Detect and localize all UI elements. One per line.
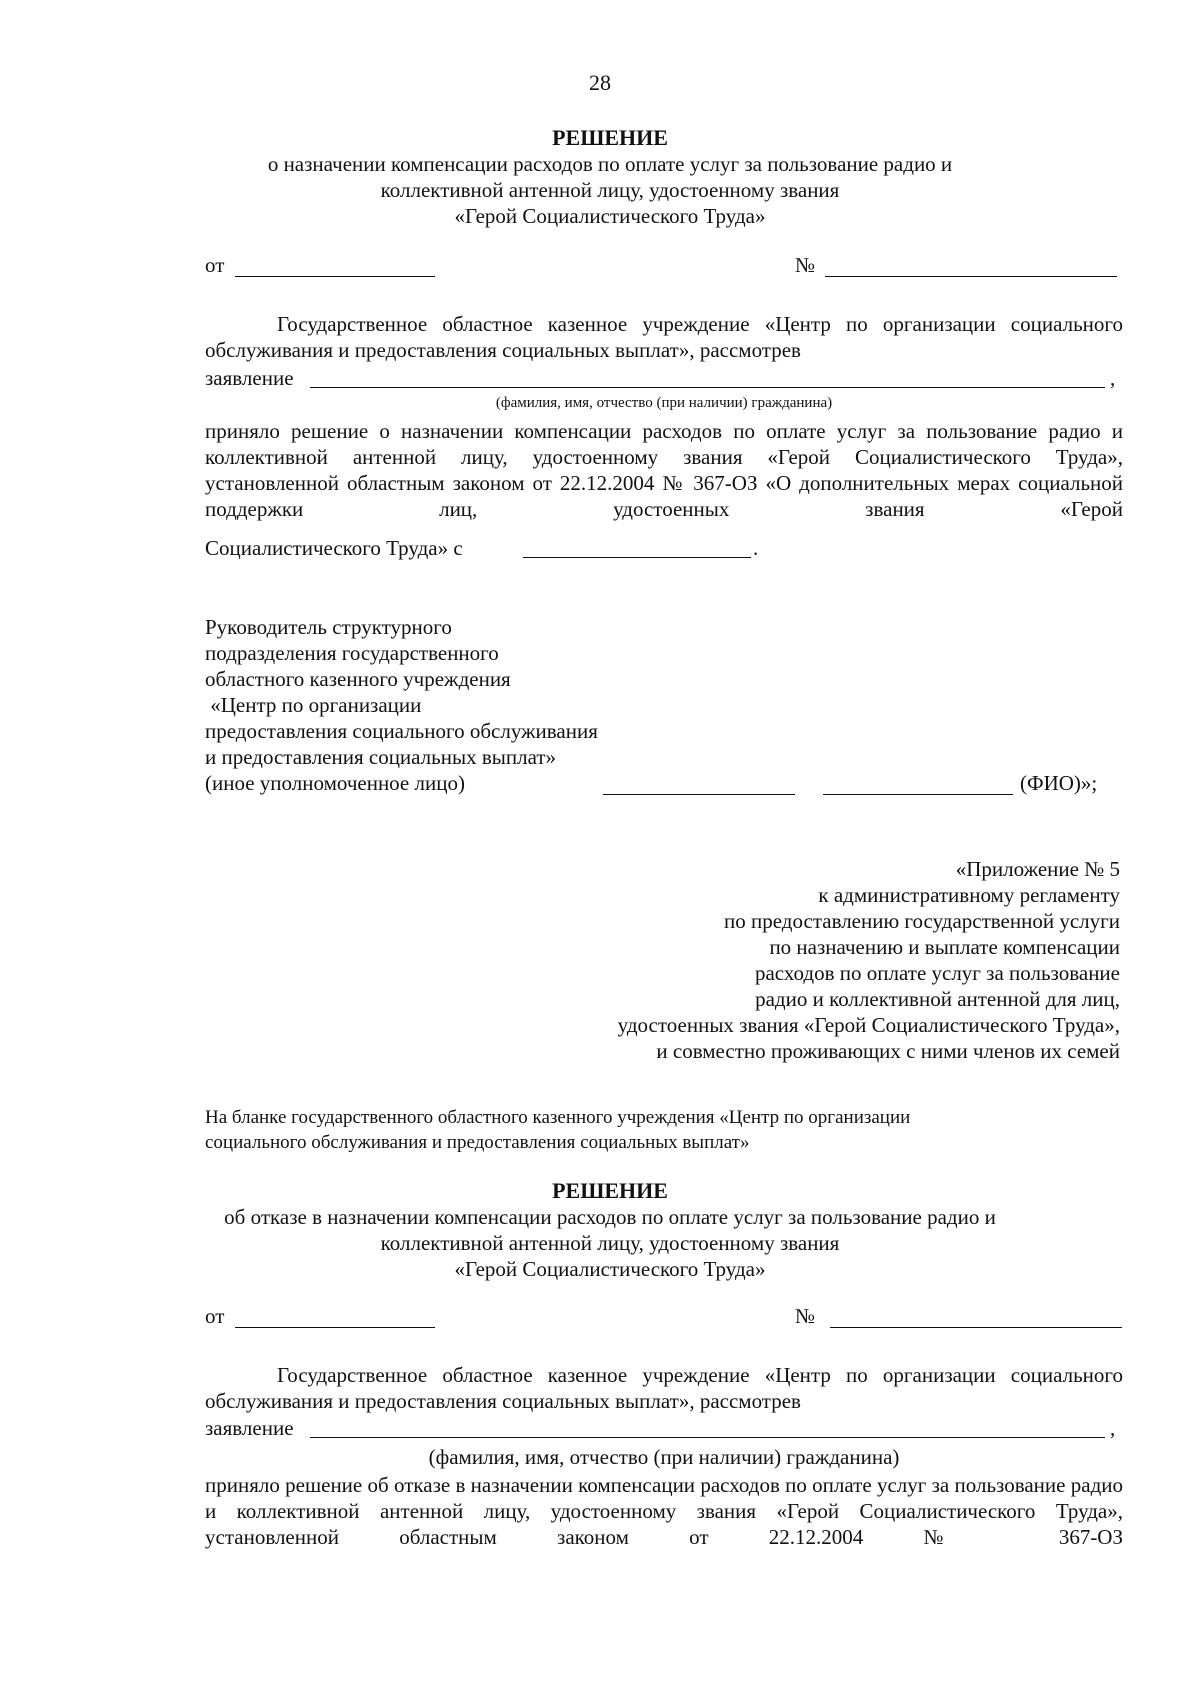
decision1-from-label: от	[205, 253, 225, 277]
appendix-line-2: к административному регламенту	[818, 883, 1120, 907]
decision2-statement-blank	[310, 1417, 1105, 1438]
signature-line-7: (иное уполномоченное лицо)	[205, 771, 465, 795]
decision1-statement-label: заявление	[205, 366, 294, 390]
decision1-title: РЕШЕНИЕ	[552, 125, 668, 150]
letterhead-line-1: На бланке государственного областного казенного учреждения «Центр по организации	[205, 1107, 911, 1128]
decision1-subtitle-line-3: «Герой Социалистического Труда»	[454, 204, 766, 228]
decision2-intro: Государственное областное казенное учреждение «Центр по организации социального обслуживания и предоставления социальных выплат», рассмотрев	[205, 1363, 1123, 1413]
signature-fio: (ФИО)»;	[1020, 771, 1098, 795]
decision2-name-hint: (фамилия, имя, отчество (при наличии) гражданина)	[428, 1445, 900, 1469]
appendix-line-4: по назначению и выплате компенсации	[769, 935, 1120, 959]
decision2-subtitle-line-1: об отказе в назначении компенсации расходов по оплате услуг за пользование радио и	[224, 1205, 996, 1229]
decision1-header	[0, 125, 1200, 229]
signature-line-3: областного казенного учреждения	[205, 667, 511, 691]
decision2-statement-label: заявление	[205, 1416, 294, 1440]
decision1-body-last: Социалистического Труда» с	[205, 536, 463, 560]
fio-blank	[823, 774, 1013, 795]
signature-line-6: и предоставления социальных выплат»	[205, 745, 557, 769]
decision2-statement-comma: ,	[1110, 1416, 1116, 1440]
decision2-number-label: №	[795, 1304, 816, 1328]
letterhead-line-2: социального обслуживания и предоставления социальных выплат»	[205, 1132, 750, 1153]
signature-line-1: Руководитель структурного	[205, 615, 452, 639]
decision2-statement-row	[205, 1415, 1125, 1441]
decision2-body: приняло решение об отказе в назначении компенсации расходов по оплате услуг за пользование радио и коллективной антенной лицу, удостоенному звания «Герой Социалистического Труда», установленной областным законом от 22.12.2004 № 367-ОЗ	[205, 1473, 1123, 1549]
decision2-header	[0, 1178, 1200, 1282]
appendix-block	[500, 856, 1120, 1064]
appendix-line-7: удостоенных звания «Герой Социалистического Труда»,	[617, 1013, 1120, 1037]
signature-line-2: подразделения государственного	[205, 641, 499, 665]
decision2-title: РЕШЕНИЕ	[552, 1178, 668, 1203]
decision2-date-blank	[235, 1307, 435, 1328]
decision1-date-number-row	[205, 252, 1125, 282]
page-number: 28	[589, 70, 611, 95]
decision1-start-date-blank	[523, 537, 751, 558]
decision1-name-hint: (фамилия, имя, отчество (при наличии) гражданина)	[495, 395, 833, 411]
decision1-body: приняло решение о назначении компенсации расходов по оплате услуг за пользование радио и коллективной антенной лицу, удостоенному звания «Герой Социалистического Труда», установленной областным законом от 22.12.2004 № 367-ОЗ «О дополнительных мерах социальной поддержки лиц, удостоенных звания «Герой	[205, 419, 1123, 521]
decision2-subtitle-line-2: коллективной антенной лицу, удостоенному звания	[380, 1231, 840, 1255]
decision1-number-blank	[825, 256, 1117, 277]
decision1-statement-row	[205, 365, 1125, 391]
letterhead-note	[205, 1105, 1123, 1155]
decision1-statement-blank	[310, 367, 1105, 388]
appendix-line-5: расходов по оплате услуг за пользование	[754, 961, 1120, 985]
appendix-line-8: и совместно проживающих с ними членов их семей	[656, 1039, 1120, 1063]
signature-line-4: «Центр по организации	[205, 693, 422, 717]
appendix-line-6: радио и коллективной антенной для лиц,	[755, 987, 1120, 1011]
decision2-number-blank	[830, 1307, 1122, 1328]
decision1-body-last-row	[205, 535, 1123, 561]
decision2-from-label: от	[205, 1304, 225, 1328]
signature-blank	[603, 774, 795, 795]
appendix-line-1: «Приложение № 5	[955, 857, 1120, 881]
decision2-subtitle-line-3: «Герой Социалистического Труда»	[454, 1257, 766, 1281]
decision1-date-blank	[235, 256, 435, 277]
decision1-number-label: №	[795, 253, 816, 277]
signature-line-5: предоставления социального обслуживания	[205, 719, 598, 743]
decision1-subtitle-line-2: коллективной антенной лицу, удостоенному звания	[380, 178, 840, 202]
decision1-subtitle-line-1: о назначении компенсации расходов по оплате услуг за пользование радио и	[267, 152, 953, 176]
decision2-date-number-row	[205, 1303, 1125, 1333]
decision1-statement-comma: ,	[1110, 366, 1116, 390]
appendix-line-3: по предоставлению государственной услуги	[724, 909, 1120, 933]
signature-block	[205, 614, 805, 796]
decision1-body-end: .	[753, 536, 759, 560]
decision1-intro: Государственное областное казенное учреждение «Центр по организации социального обслуживания и предоставления социальных выплат», рассмотрев	[205, 312, 1123, 362]
